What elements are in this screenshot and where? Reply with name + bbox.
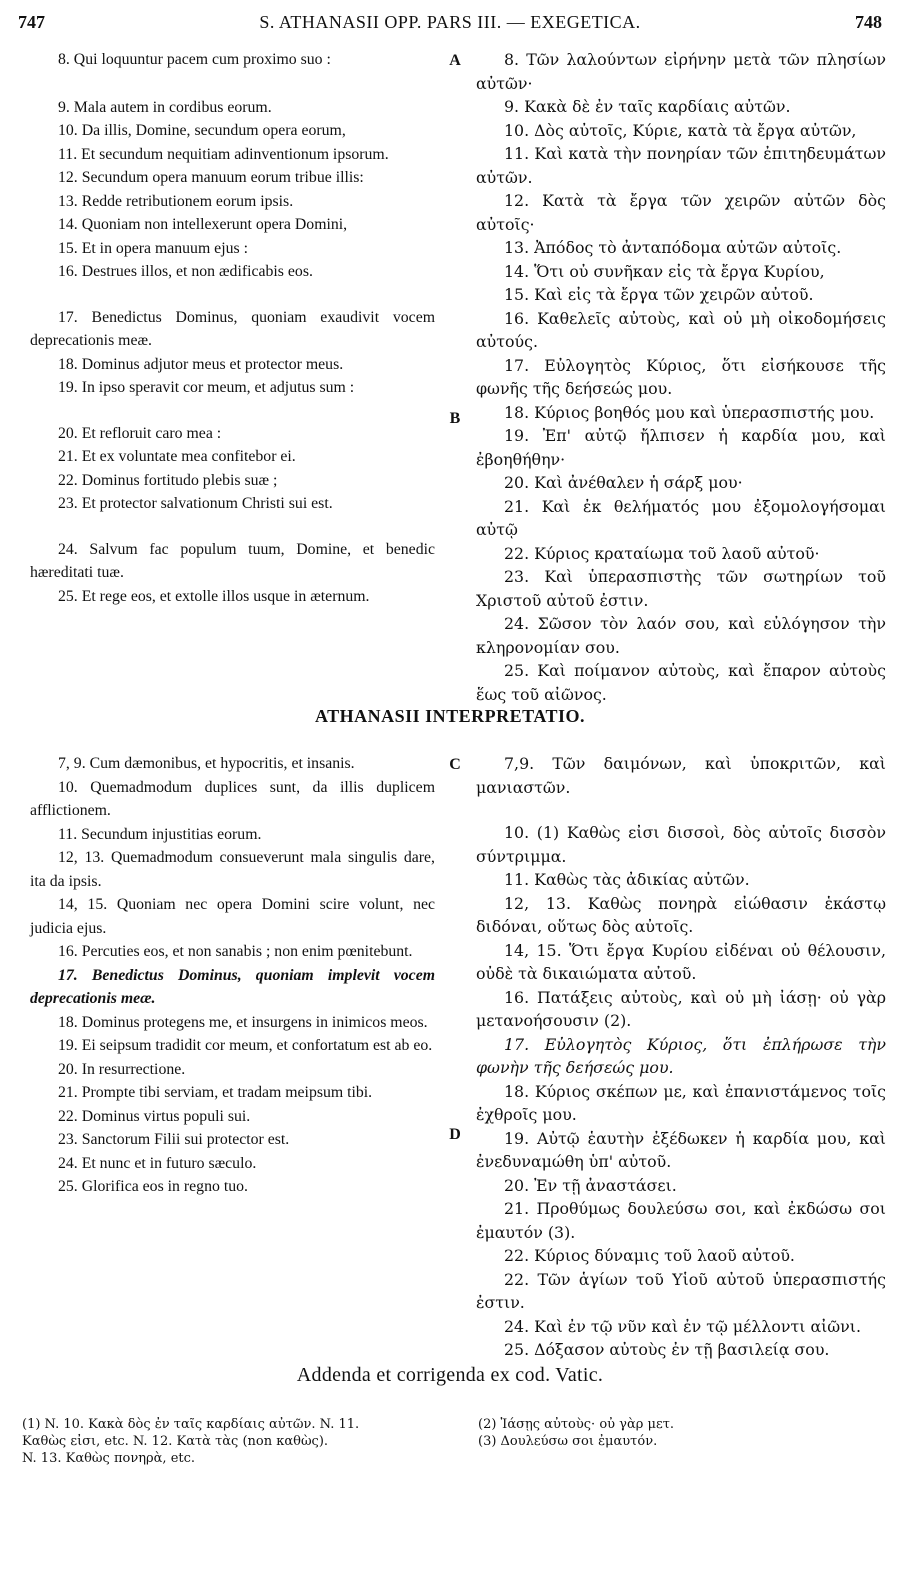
psalm-greek-column xyxy=(476,48,886,706)
greek-verse: 16. Καθελεῖς αὐτοὺς, καὶ οὐ μὴ οἰκοδομήσεις αὐτούς. xyxy=(476,308,886,351)
greek-verse: 20. Ἐν τῇ ἀναστάσει. xyxy=(504,1175,677,1195)
footnote-line: (2) Ἰάσῃς αὐτοὺς· οὐ γὰρ μετ. xyxy=(478,1417,675,1432)
latin-verse: 10. Quemadmodum duplices sunt, da illis duplicem afflictionem. xyxy=(30,778,435,819)
margin-marker-a: A xyxy=(449,52,461,69)
latin-verse: 17. Benedictus Dominus, quoniam exaudivit vocem deprecationis meæ. xyxy=(30,308,435,349)
addenda-notes-left xyxy=(22,1416,452,1467)
latin-verse: 12, 13. Quemadmodum consueverunt mala singulis dare, ita da ipsis. xyxy=(30,849,435,890)
greek-verse: 25. Καὶ ποίμανον αὐτοὺς, καὶ ἔπαρον αὐτοὺς ἕως τοῦ αἰῶνος. xyxy=(476,661,886,704)
greek-verse: 16. Πατάξεις αὐτοὺς, καὶ οὐ μὴ ἰάσῃ· οὐ γὰρ μετανοήσουσιν (2). xyxy=(476,987,886,1030)
footnote-line: (3) Δουλεύσω σοι ἐμαυτόν. xyxy=(478,1434,658,1449)
addenda-notes-right xyxy=(478,1416,878,1450)
latin-verse: 18. Dominus protegens me, et insurgens in inimicos meos. xyxy=(58,1013,428,1031)
latin-verse: 14. Quoniam non intellexerunt opera Domini, xyxy=(58,216,348,233)
running-title: S. ATHANASII OPP. PARS III. — EXEGETICA. xyxy=(259,12,641,32)
interpretatio-latin-column xyxy=(30,752,435,1199)
greek-verse: 9. Κακὰ δὲ ἐν ταῖς καρδίαις αὐτῶν. xyxy=(504,97,791,116)
greek-verse: 13. Ἀπόδος τὸ ἀνταπόδομα αὐτῶν αὐτοῖς. xyxy=(504,238,842,257)
latin-verse: 8. Qui loquuntur pacem cum proximo suo : xyxy=(58,51,331,68)
latin-verse: 23. Sanctorum Filii sui protector est. xyxy=(58,1131,290,1148)
latin-verse: 11. Secundum injustitias eorum. xyxy=(58,825,262,843)
latin-verse: 17. Benedictus Dominus, quoniam implevit vocem deprecationis meæ. xyxy=(30,966,435,1007)
greek-verse: 17. Εὐλογητὸς Κύριος, ὅτι ἐπλήρωσε τὴν φωνὴν τῆς δεήσεώς μου. xyxy=(476,1034,886,1077)
latin-verse: 15. Et in opera manuum ejus : xyxy=(58,239,248,257)
latin-verse: 25. Et rege eos, et extolle illos usque in æternum. xyxy=(58,587,370,605)
margin-marker-d: D xyxy=(449,1126,461,1143)
latin-verse: 9. Mala autem in cordibus eorum. xyxy=(58,98,272,116)
footnote-line: N. 13. Καθὼς πονηρὰ, etc. xyxy=(22,1451,196,1466)
latin-verse: 13. Redde retributionem eorum ipsis. xyxy=(58,192,294,210)
greek-verse: 22. Κύριος κραταίωμα τοῦ λαοῦ αὐτοῦ· xyxy=(504,543,820,563)
latin-verse: 18. Dominus adjutor meus et protector meus. xyxy=(58,355,344,373)
greek-verse: 24. Καὶ ἐν τῷ νῦν καὶ ἐν τῷ μέλλοντι αἰῶνι. xyxy=(504,1316,862,1336)
addenda-title: Addenda et corrigenda ex cod. Vatic. xyxy=(296,1364,604,1386)
latin-verse: 10. Da illis, Domine, secundum opera eorum, xyxy=(58,122,346,139)
greek-verse: 12, 13. Καθὼς πονηρὰ εἰώθασιν ἑκάστῳ διδόναι, οὕτως δὸς αὐτοῖς. xyxy=(476,893,886,936)
page-number-left: 747 xyxy=(18,12,45,32)
latin-verse: 12. Secundum opera manuum eorum tribue illis: xyxy=(58,169,364,186)
latin-verse: 11. Et secundum nequitiam adinventionum ipsorum. xyxy=(58,145,389,163)
greek-verse: 21. Καὶ ἐκ θελήματός μου ἐξομολογήσομαι αὐτῷ xyxy=(476,496,886,539)
greek-verse: 21. Προθύμως δουλεύσω σοι, καὶ ἐκδώσω σοι ἐμαυτόν (3). xyxy=(476,1199,886,1242)
latin-verse: 19. In ipso speravit cor meum, et adjutus sum : xyxy=(58,379,355,396)
greek-verse: 14, 15. Ὅτι ἔργα Κυρίου εἰδέναι οὐ θέλουσιν, οὐδὲ τὰ δικαιώματα αὐτοῦ. xyxy=(476,940,886,983)
section-title: ATHANASII INTERPRETATIO. xyxy=(314,706,586,726)
latin-verse: 20. Et refloruit caro mea : xyxy=(58,424,222,442)
latin-verse: 7, 9. Cum dæmonibus, et hypocritis, et insanis. xyxy=(58,755,355,772)
running-header xyxy=(18,12,882,40)
greek-verse: 20. Καὶ ἀνέθαλεν ἡ σάρξ μου· xyxy=(504,473,743,492)
greek-verse: 15. Καὶ εἰς τὰ ἔργα τῶν χειρῶν αὐτοῦ. xyxy=(504,285,814,304)
latin-verse: 19. Ei seipsum tradidit cor meum, et confortatum est ab eo. xyxy=(58,1037,433,1054)
latin-verse: 22. Dominus virtus populi sui. xyxy=(58,1107,251,1125)
psalm-latin-column xyxy=(30,48,435,608)
latin-verse: 14, 15. Quoniam nec opera Domini scire volunt, nec judicia ejus. xyxy=(30,896,435,937)
greek-verse: 24. Σῶσον τὸν λαόν σου, καὶ εὐλόγησον τὴν κληρονομίαν σου. xyxy=(476,614,886,657)
greek-verse: 22. Τῶν ἁγίων τοῦ Υἱοῦ αὐτοῦ ὑπερασπιστής ἐστιν. xyxy=(476,1269,886,1312)
latin-verse: 16. Percuties eos, et non sanabis ; non enim pœnitebunt. xyxy=(58,943,413,960)
greek-verse: 25. Δόξασον αὐτοὺς ἐν τῇ βασιλείᾳ σου. xyxy=(504,1340,830,1359)
greek-verse: 11. Καὶ κατὰ τὴν πονηρίαν τῶν ἐπιτηδευμάτων αὐτῶν. xyxy=(476,144,886,187)
greek-verse: 10. (1) Καθὼς εἰσι δισσοὶ, δὸς αὐτοῖς δισσὸν σύντριμμα. xyxy=(476,823,886,866)
latin-verse: 22. Dominus fortitudo plebis suæ ; xyxy=(58,471,278,489)
greek-verse: 12. Κατὰ τὰ ἔργα τῶν χειρῶν αὐτῶν δὸς αὐτοῖς· xyxy=(476,191,886,234)
greek-verse: 23. Καὶ ὑπερασπιστὴς τῶν σωτηρίων τοῦ Χριστοῦ αὐτοῦ ἐστιν. xyxy=(476,567,886,610)
greek-verse: 14. Ὅτι οὐ συνῆκαν εἰς τὰ ἔργα Κυρίου, xyxy=(504,261,825,281)
latin-verse: 21. Prompte tibi serviam, et tradam meipsum tibi. xyxy=(58,1084,373,1101)
interpretatio-greek-column xyxy=(476,752,886,1362)
greek-verse: 18. Κύριος σκέπων με, καὶ ἐπανιστάμενος τοῖς ἐχθροῖς μου. xyxy=(476,1081,886,1124)
greek-verse: 19. Ἐπ' αὐτῷ ἤλπισεν ἡ καρδία μου, καὶ ἐβοηθήθην· xyxy=(476,426,886,469)
margin-marker-b: B xyxy=(449,410,461,427)
footnote-line: (1) N. 10. Κακὰ δὸς ἐν ταῖς καρδίαις αὐτῶν. N. 11. xyxy=(22,1417,360,1432)
greek-verse: 11. Καθὼς τὰς ἀδικίας αὐτῶν. xyxy=(504,870,750,889)
page-number-right: 748 xyxy=(855,12,882,32)
latin-verse: 24. Salvum fac populum tuum, Domine, et benedic hæreditati tuæ. xyxy=(30,540,435,581)
greek-verse: 10. Δὸς αὐτοῖς, Κύριε, κατὰ τὰ ἔργα αὐτῶν, xyxy=(504,120,857,140)
footnote-line: Καθὼς εἰσι, etc. N. 12. Κατὰ τὰς (non καθὼς). xyxy=(22,1434,329,1449)
latin-verse: 21. Et ex voluntate mea confitebor ei. xyxy=(58,448,296,465)
margin-marker-c: C xyxy=(449,756,461,773)
latin-verse: 25. Glorifica eos in regno tuo. xyxy=(58,1178,248,1195)
latin-verse: 23. Et protector salvationum Christi sui est. xyxy=(58,495,333,512)
greek-verse: 8. Τῶν λαλούντων εἰρήνην μετὰ τῶν πλησίων αὐτῶν· xyxy=(476,50,886,93)
greek-verse: 18. Κύριος βοηθός μου καὶ ὑπερασπιστής μου. xyxy=(504,402,875,422)
greek-verse: 17. Εὐλογητὸς Κύριος, ὅτι εἰσήκουσε τῆς φωνῆς τῆς δεήσεώς μου. xyxy=(476,355,886,398)
latin-verse: 16. Destrues illos, et non ædificabis eos. xyxy=(58,263,313,280)
latin-verse: 24. Et nunc et in futuro sæculo. xyxy=(58,1154,257,1172)
greek-verse: 19. Αὐτῷ ἑαυτὴν ἐξέδωκεν ἡ καρδία μου, καὶ ἐνεδυναμώθη ὑπ' αὐτοῦ. xyxy=(476,1128,886,1171)
latin-verse: 20. In resurrectione. xyxy=(58,1060,186,1078)
greek-verse: 22. Κύριος δύναμις τοῦ λαοῦ αὐτοῦ. xyxy=(504,1246,795,1265)
greek-verse: 7,9. Τῶν δαιμόνων, καὶ ὑποκριτῶν, καὶ μανιαστῶν. xyxy=(476,754,886,797)
